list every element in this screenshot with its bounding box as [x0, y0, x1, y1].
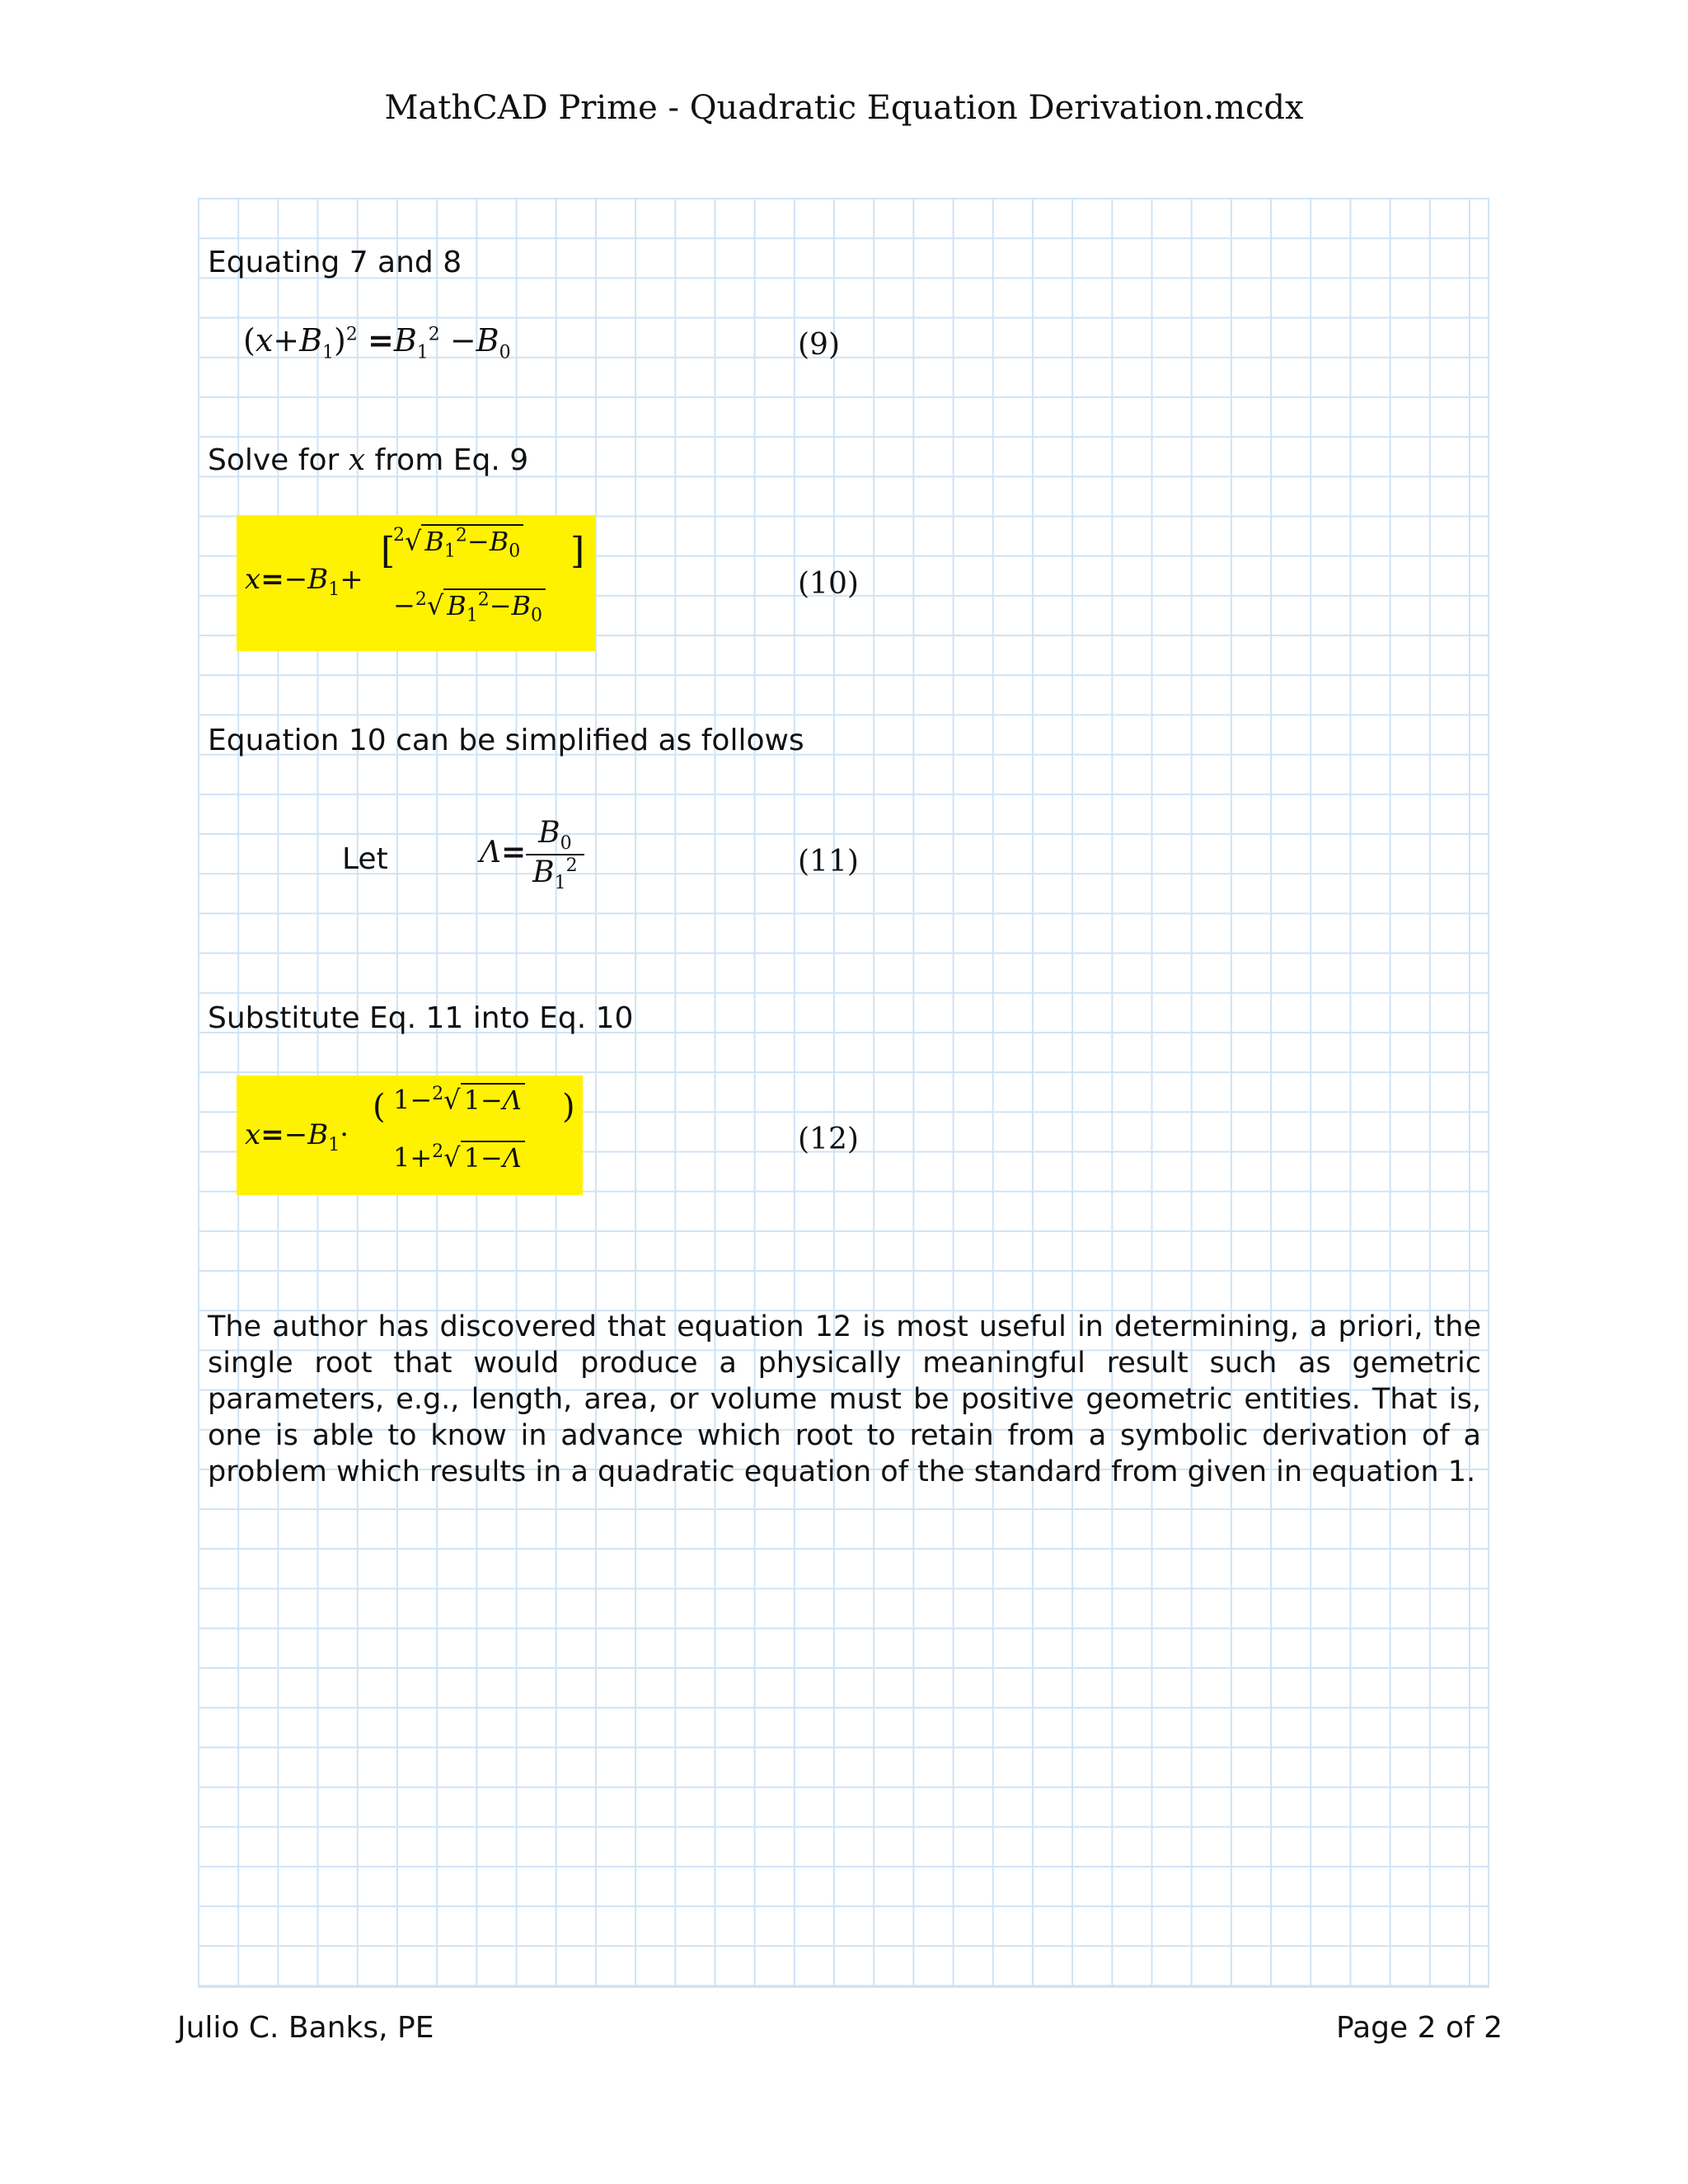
- footer-page-number: Page 2 of 2: [1336, 2011, 1503, 2045]
- left-bracket-icon: [: [381, 530, 396, 572]
- right-paren-bracket-icon: ): [562, 1088, 575, 1126]
- equation-number-11: (11): [798, 845, 859, 879]
- equation-12-lhs: $x=-B_1\cdot$: [245, 1118, 349, 1155]
- section-heading-substitute: Substitute Eq. 11 into Eq. 10: [208, 1001, 634, 1035]
- equation-10-bottom-root: −$^2$√ $B_1^2-B_0$: [393, 589, 546, 626]
- equation-number-12: (12): [798, 1122, 859, 1156]
- document-title: MathCAD Prime - Quadratic Equation Derivation.mcdx: [384, 89, 1304, 127]
- solve-variable: x: [348, 443, 366, 477]
- equation-12-top-row: 1−$^2$√ 1−Λ: [393, 1084, 525, 1116]
- equation-number-9: (9): [798, 328, 840, 362]
- solve-prefix: Solve for: [208, 443, 340, 477]
- section-heading-solve: [208, 443, 528, 477]
- section-heading-simplify: Equation 10 can be simplified as follows: [208, 724, 804, 757]
- footer-author: Julio C. Banks, PE: [177, 2011, 434, 2045]
- right-bracket-icon: ]: [570, 530, 585, 572]
- equation-10-highlight[interactable]: [237, 515, 595, 651]
- solve-suffix: from Eq. 9: [374, 443, 529, 477]
- equation-10-top-root: $^2$√ $B_1^2-B_0$: [393, 525, 523, 561]
- equation-9[interactable]: $(x+B_1)^2 =B_1^2 -B_0$: [243, 321, 511, 363]
- equation-12-highlight[interactable]: [237, 1076, 583, 1195]
- equation-11[interactable]: Λ= $\frac{B_0}{B_1^2}$: [480, 816, 584, 893]
- equation-number-10: (10): [798, 567, 859, 601]
- let-label: Let: [342, 842, 388, 876]
- equation-10-lhs: $x=-B_1+$: [245, 563, 363, 600]
- conclusion-paragraph: The author has discovered that equation 12 is most useful in determining, a priori, the single root that would produce a physically meaningful result such as gemetric parameters, e.g., length, area, or volume must be positive geometric entities. That is, one is able to know in advance which root to retain from a symbolic derivation of a problem which results in a quadratic equation of the standard from given in equation 1.: [208, 1310, 1481, 1488]
- equation-12-bottom-row: 1+$^2$√ 1−Λ: [393, 1141, 525, 1174]
- section-heading-equating: Equating 7 and 8: [208, 246, 462, 279]
- left-paren-bracket-icon: (: [373, 1088, 386, 1126]
